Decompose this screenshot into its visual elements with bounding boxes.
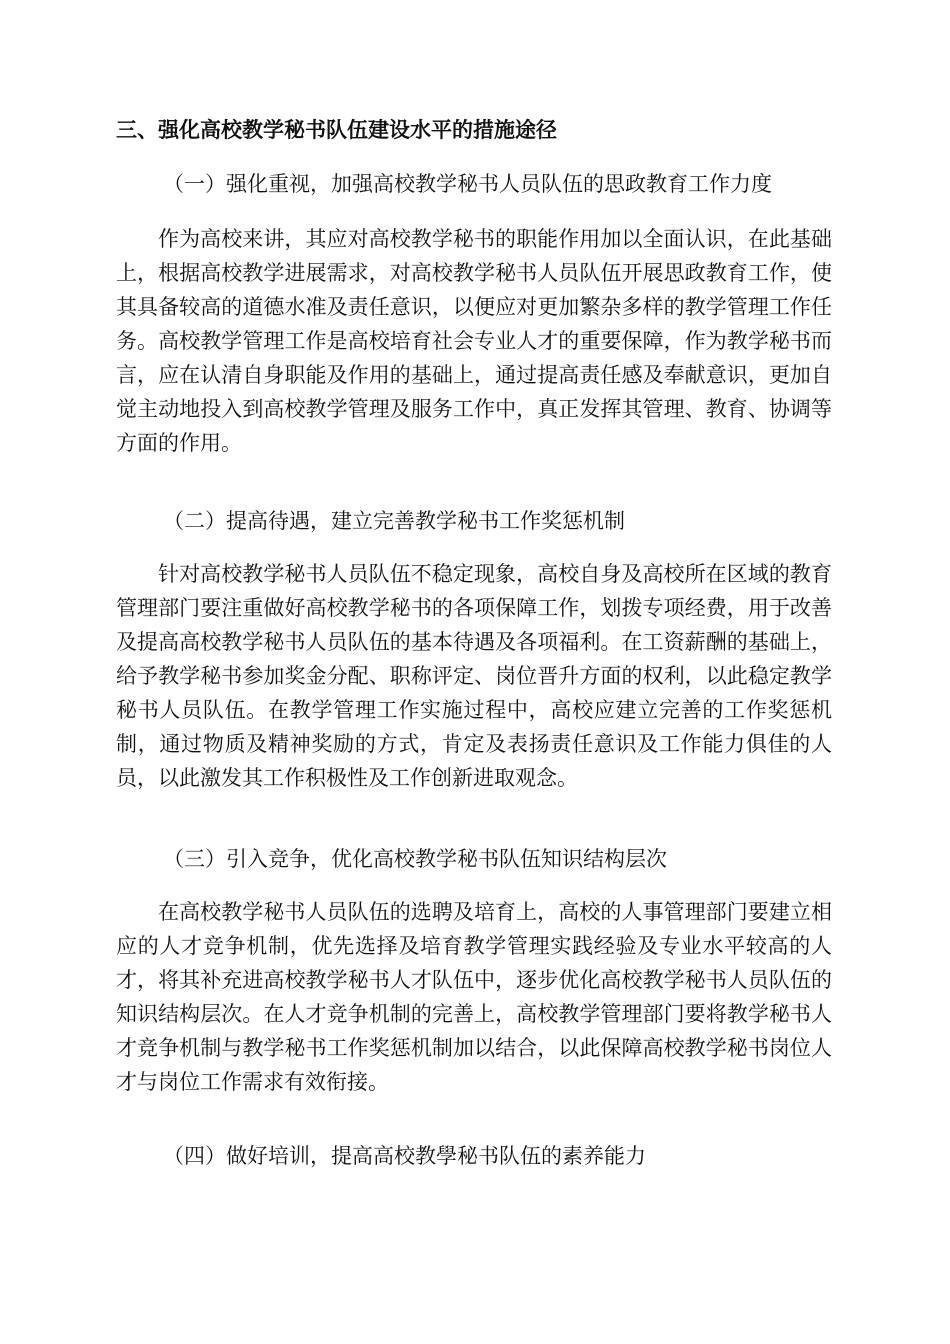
subsection-body-3: 在高校教学秘书人员队伍的选聘及培育上，高校的人事管理部门要建立相应的人才竞争机制，优先选择及培育教学管理实践经验及专业水平较高的人才，将其补充进高校教学秘书人才队伍中，逐步优化高校教学秘书人员队伍的知识结构层次。在人才竞争机制的完善上，高校教学管理部门要将教学秘书人才竞争机制与教学秘书工作奖惩机制加以结合，以此保障高校教学秘书岗位人才与岗位工作需求有效衔接。 <box>116 900 832 1094</box>
subsection-heading-4: （四）做好培训，提高高校教學秘书队伍的素养能力 <box>163 1144 646 1168</box>
subsection-heading-2: （二）提高待遇，建立完善教学秘书工作奖惩机制 <box>163 509 625 533</box>
section-heading: 三、强化高校教学秘书队伍建设水平的措施途径 <box>116 117 557 142</box>
subsection-heading-3: （三）引入竞争，优化高校教学秘书队伍知识结构层次 <box>163 847 667 871</box>
subsection-heading-1: （一）强化重视，加强高校教学秘书人员队伍的思政教育工作力度 <box>163 172 772 196</box>
subsection-body-1: 作为高校来讲，其应对高校教学秘书的职能作用加以全面认识，在此基础上，根据高校教学进展需求，对高校教学秘书人员队伍开展思政教育工作，使其具备较高的道德水准及责任意识，以便应对更加繁杂多样的教学管理工作任务。高校教学管理工作是高校培育社会专业人才的重要保障，作为教学秘书而言，应在认清自身职能及作用的基础上，通过提高责任感及奉献意识，更加自觉主动地投入到高校教学管理及服务工作中，真正发挥其管理、教育、协调等方面的作用。 <box>116 227 832 455</box>
subsection-body-2: 针对高校教学秘书人员队伍不稳定现象，高校自身及高校所在区域的教育管理部门要注重做好高校教学秘书的各项保障工作，划拨专项经费，用于改善及提高高校教学秘书人员队伍的基本待遇及各项福利。在工资薪酬的基础上，给予教学秘书参加奖金分配、职称评定、岗位晋升方面的权利，以此稳定教学秘书人员队伍。在教学管理工作实施过程中，高校应建立完善的工作奖惩机制，通过物质及精神奖励的方式，肯定及表扬责任意识及工作能力俱佳的人员，以此激发其工作积极性及工作创新进取观念。 <box>116 562 832 790</box>
